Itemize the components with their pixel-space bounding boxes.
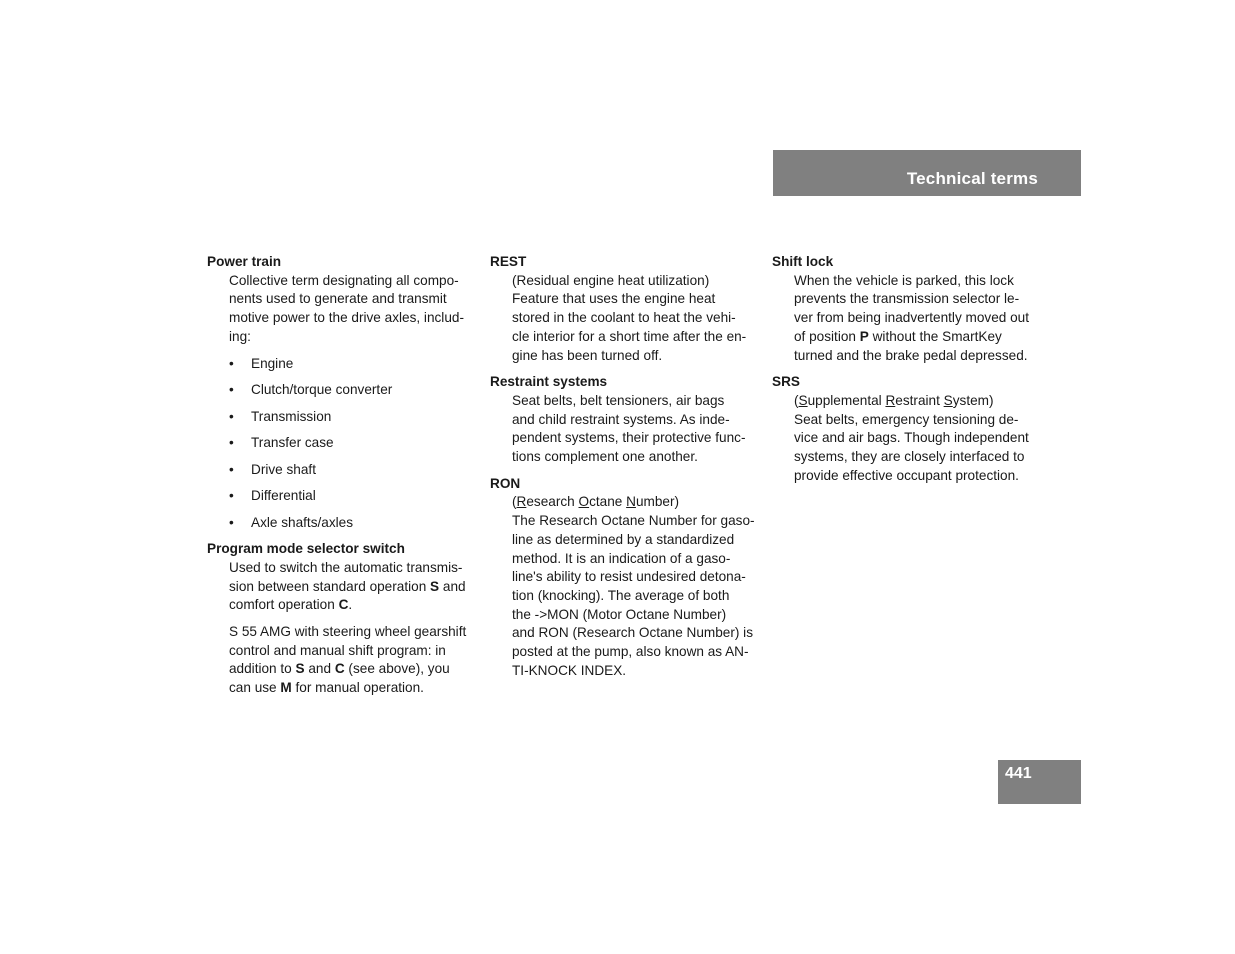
definition-line: TI-KNOCK INDEX. bbox=[512, 662, 627, 678]
definition-line: pendent systems, their protective func- bbox=[512, 430, 746, 446]
definition-line: the ->MON (Motor Octane Number) bbox=[512, 606, 727, 622]
abbreviation-expansion: (Research Octane Number) bbox=[512, 494, 679, 510]
term-program-mode-selector-switch: Program mode selector switch bbox=[207, 541, 405, 557]
definition-line: nents used to generate and transmit bbox=[229, 291, 447, 307]
list-item-text: Differential bbox=[251, 488, 316, 504]
definition-paragraph bbox=[229, 623, 479, 698]
term-shift-lock: Shift lock bbox=[772, 254, 834, 269]
list-item-text: Transmission bbox=[251, 408, 332, 424]
definition-line: The Research Octane Number for gaso- bbox=[512, 513, 755, 529]
definition-line: addition to S and C (see above), you bbox=[229, 661, 450, 677]
definition-line: of position P without the SmartKey bbox=[794, 328, 1002, 344]
term-rest: REST bbox=[490, 254, 527, 269]
bullet-icon: • bbox=[229, 461, 234, 477]
definition-line: stored in the coolant to heat the vehi- bbox=[512, 310, 736, 326]
definition-line: Seat belts, emergency tensioning de- bbox=[794, 411, 1019, 427]
list-item-text: Transfer case bbox=[251, 435, 334, 451]
definition-line: can use M for manual operation. bbox=[229, 680, 424, 696]
definition-program-mode-selector-switch bbox=[229, 559, 479, 698]
glossary-column-3 bbox=[772, 253, 1044, 493]
definition-rest bbox=[512, 272, 762, 366]
term-ron: RON bbox=[490, 475, 521, 491]
term-power-train: Power train bbox=[207, 254, 282, 269]
list-item bbox=[229, 408, 479, 427]
list-item-text: Clutch/torque converter bbox=[251, 382, 393, 398]
definition-line: motive power to the drive axles, includ- bbox=[229, 310, 464, 326]
bullet-icon: • bbox=[229, 382, 234, 398]
definition-line: Seat belts, belt tensioners, air bags bbox=[512, 392, 725, 408]
definition-line: gine has been turned off. bbox=[512, 347, 663, 363]
list-item-text: Drive shaft bbox=[251, 461, 316, 477]
definition-line: control and manual shift program: in bbox=[229, 642, 446, 658]
definition-line: and child restraint systems. As inde- bbox=[512, 411, 730, 427]
list-item-text: Engine bbox=[251, 355, 294, 371]
bullet-icon: • bbox=[229, 514, 234, 530]
list-item bbox=[229, 461, 479, 480]
definition-line: sion between standard operation S and bbox=[229, 578, 466, 594]
definition-line: line as determined by a standardized bbox=[512, 531, 735, 547]
definition-line: comfort operation C. bbox=[229, 597, 353, 613]
definition-line: method. It is an indication of a gaso- bbox=[512, 550, 731, 566]
list-item bbox=[229, 514, 479, 533]
definition-line: ing: bbox=[229, 328, 251, 344]
bullet-icon: • bbox=[229, 355, 234, 371]
definition-line: Feature that uses the engine heat bbox=[512, 291, 716, 307]
list-item-text: Axle shafts/axles bbox=[251, 514, 353, 530]
list-item bbox=[229, 355, 479, 374]
definition-line: tions complement one another. bbox=[512, 449, 698, 465]
definition-line: vice and air bags. Though independent bbox=[794, 430, 1029, 446]
bullet-icon: • bbox=[229, 408, 234, 424]
page-number-box bbox=[998, 760, 1081, 804]
definition-line: Collective term designating all compo- bbox=[229, 272, 459, 288]
glossary-column-2 bbox=[490, 253, 762, 688]
definition-line: turned and the brake pedal depressed. bbox=[794, 347, 1028, 363]
list-item bbox=[229, 487, 479, 506]
definition-line: Used to switch the automatic transmis- bbox=[229, 559, 463, 575]
definition-line: and RON (Research Octane Number) is bbox=[512, 625, 753, 641]
term-srs: SRS bbox=[772, 374, 800, 390]
page-number: 441 bbox=[1005, 765, 1032, 782]
glossary-column-1 bbox=[207, 253, 479, 706]
definition-line: posted at the pump, also known as AN- bbox=[512, 644, 749, 660]
definition-line: systems, they are closely interfaced to bbox=[794, 449, 1025, 465]
section-title: Technical terms bbox=[906, 169, 1038, 188]
section-header-bar bbox=[773, 150, 1081, 196]
definition-line: prevents the transmission selector le- bbox=[794, 291, 1020, 307]
definition-srs bbox=[794, 392, 1044, 486]
list-item bbox=[229, 434, 479, 453]
definition-line: When the vehicle is parked, this lock bbox=[794, 272, 1014, 288]
definition-line: tion (knocking). The average of both bbox=[512, 587, 730, 603]
definition-line: cle interior for a short time after the en- bbox=[512, 328, 747, 344]
definition-line: line's ability to resist undesired detona- bbox=[512, 569, 746, 585]
definition-paragraph bbox=[229, 559, 479, 615]
term-restraint-systems: Restraint systems bbox=[490, 374, 608, 390]
definition-line: S 55 AMG with steering wheel gearshift bbox=[229, 624, 467, 640]
definition-line: provide effective occupant protection. bbox=[794, 467, 1019, 483]
definition-shift-lock bbox=[794, 272, 1044, 366]
bullet-icon: • bbox=[229, 435, 234, 451]
definition-ron bbox=[512, 493, 762, 680]
bullet-icon: • bbox=[229, 488, 234, 504]
abbreviation-expansion: (Supplemental Restraint System) bbox=[794, 392, 994, 408]
definition-line: ver from being inadvertently moved out bbox=[794, 310, 1029, 326]
list-item bbox=[229, 381, 479, 400]
definition-power-train bbox=[229, 272, 479, 533]
power-train-components-list bbox=[229, 355, 479, 533]
definition-line: (Residual engine heat utilization) bbox=[512, 272, 710, 288]
definition-restraint-systems bbox=[512, 392, 762, 467]
